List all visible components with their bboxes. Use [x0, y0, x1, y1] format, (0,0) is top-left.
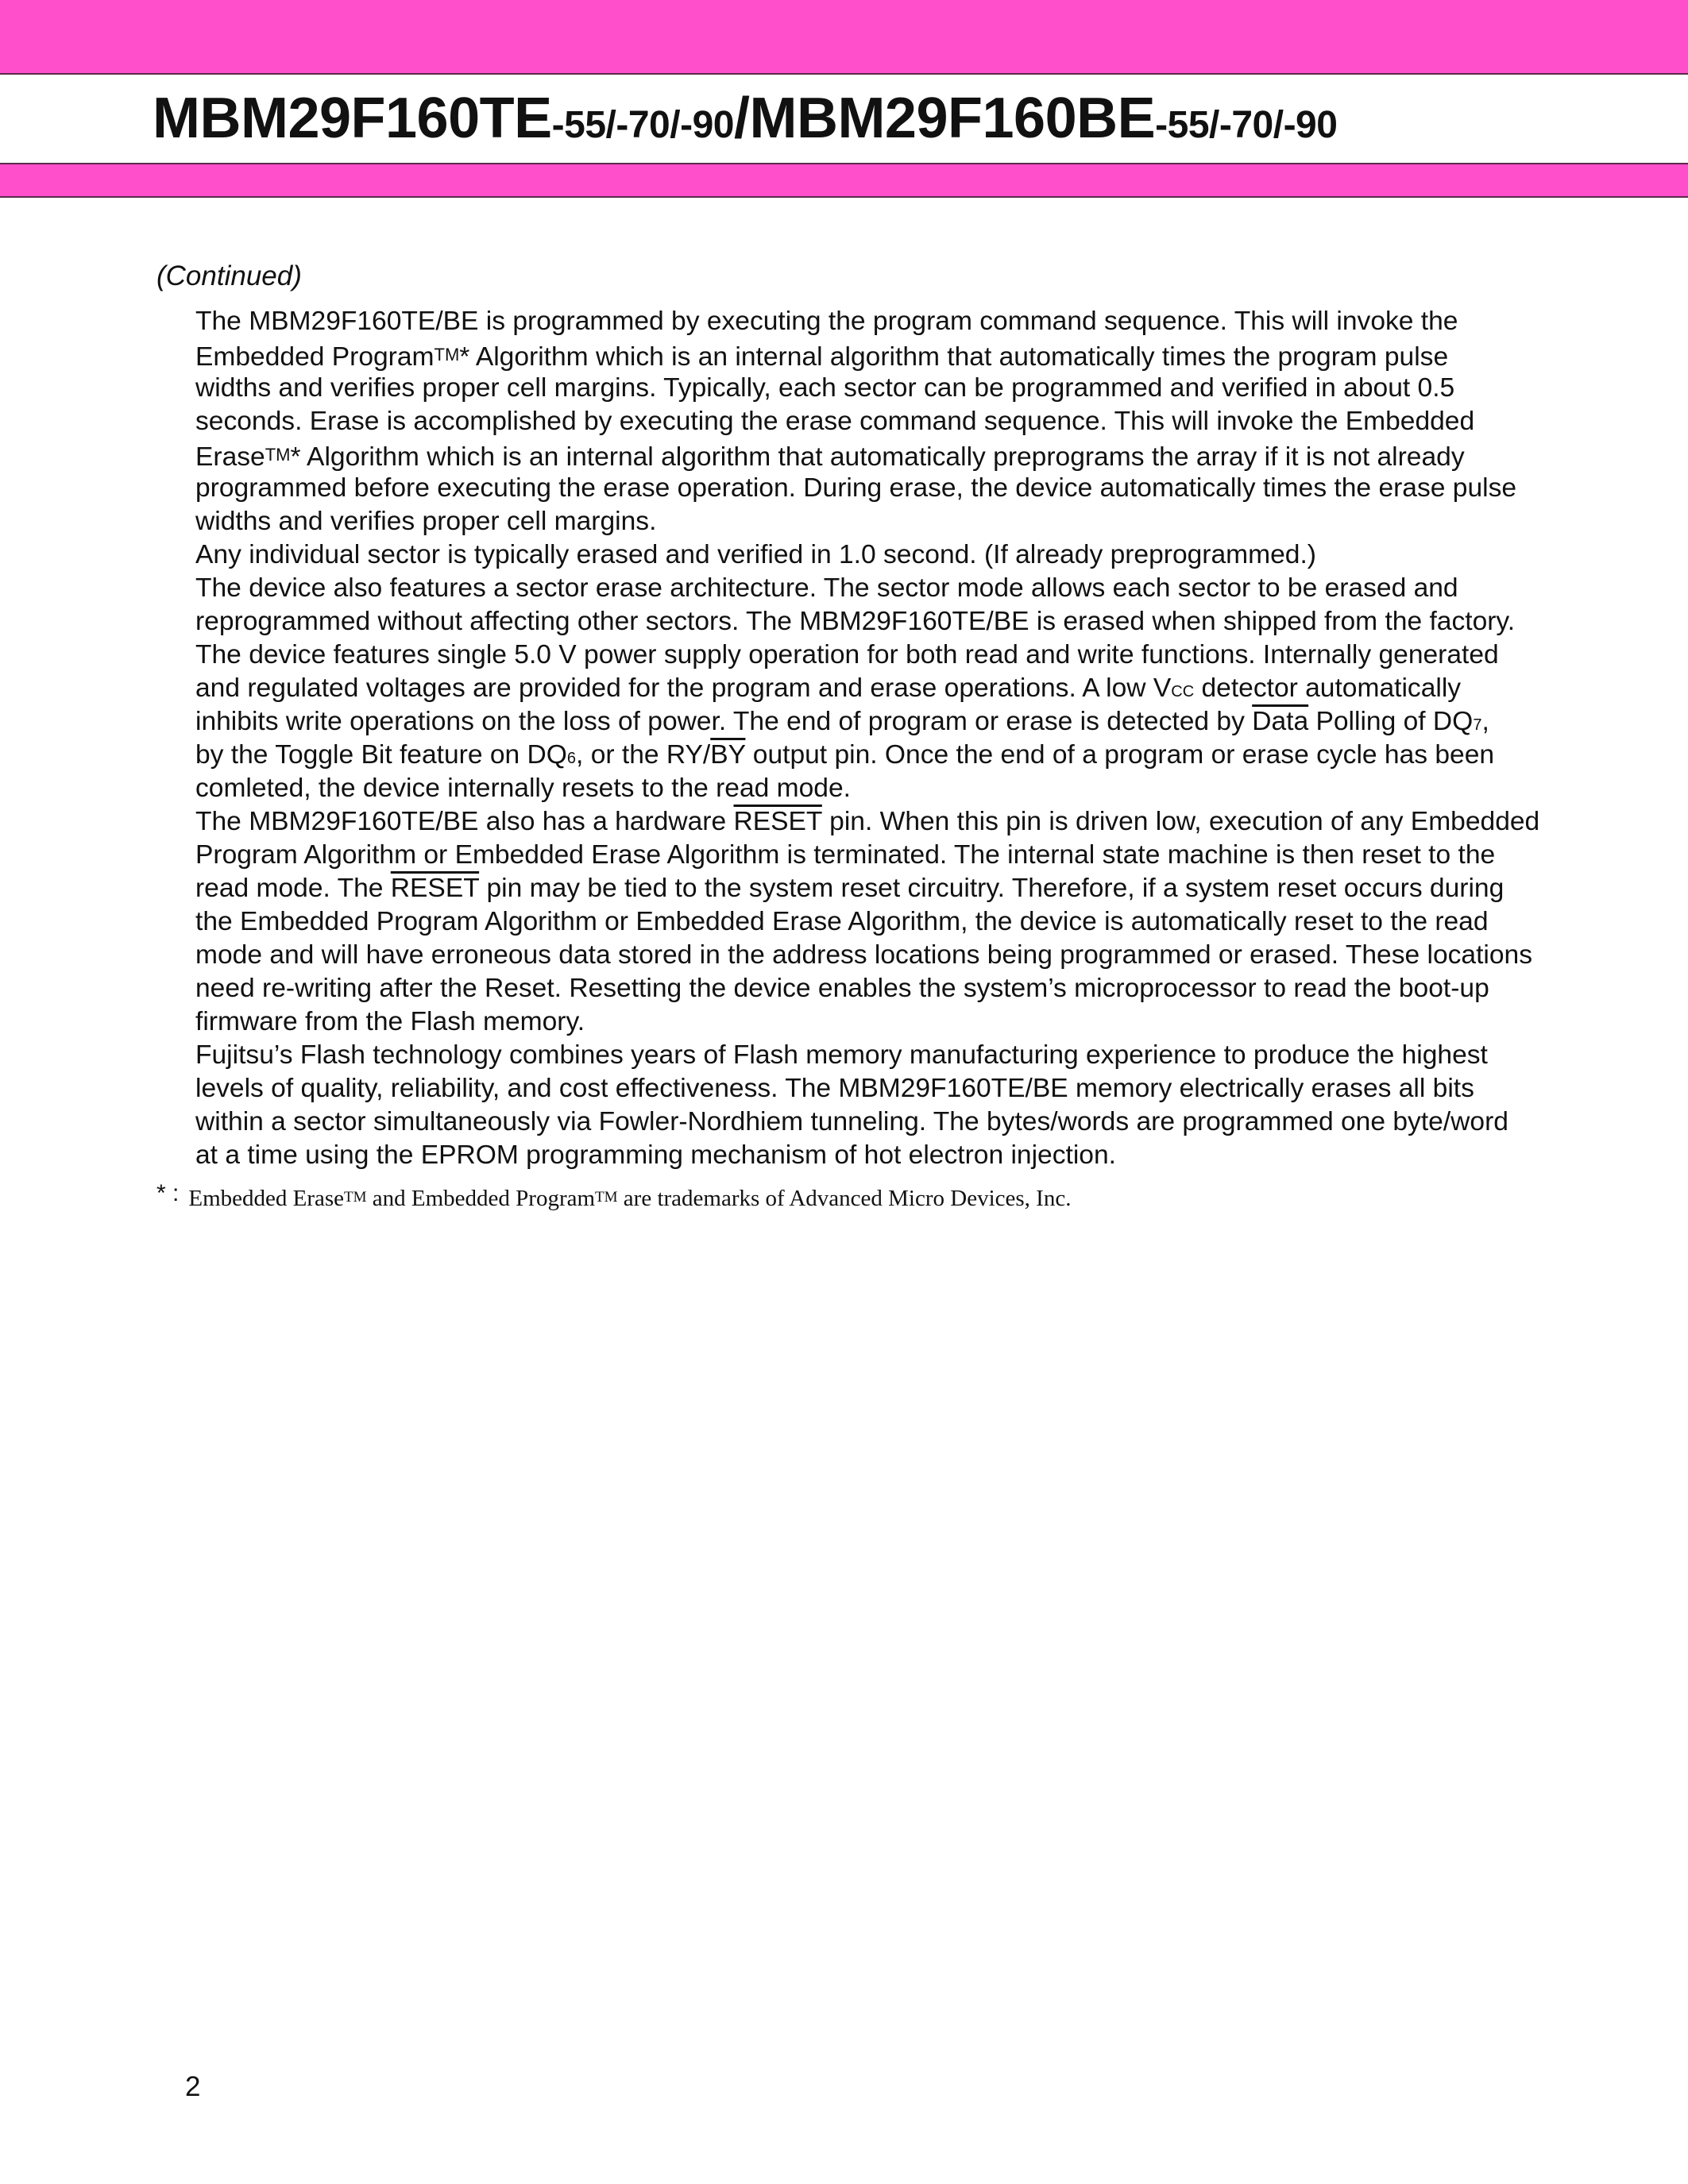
body-line: at a time using the EPROM programming mechanism of hot electron injection.: [195, 1140, 1116, 1170]
body-line: seconds. Erase is accomplished by executing the erase command sequence. This will invoke the Embedded: [195, 407, 1475, 436]
footnote-asterisk: *: [459, 342, 470, 372]
body-line: [195, 705, 1489, 739]
title-part-top: MBM29F160TE: [153, 87, 552, 150]
body-line: comleted, the device internally resets to the read mode.: [195, 774, 851, 803]
body-text: pin. When this pin is driven low, execution of any Embedded: [821, 807, 1540, 836]
body-line: firmware from the Flash memory.: [195, 1007, 585, 1036]
body-text: Polling of DQ: [1308, 707, 1474, 736]
body-line: the Embedded Program Algorithm or Embedded Erase Algorithm, the device is automatically reset to the read: [195, 907, 1489, 936]
body-line: programmed before executing the erase operation. During erase, the device automatically times the erase pulse: [195, 473, 1517, 503]
body-text: Algorithm which is an internal algorithm that automatically preprograms the array if it is not already: [307, 442, 1465, 472]
footnote-asterisk: * :: [156, 1180, 180, 1206]
body-line: Fujitsu’s Flash technology combines years of Flash memory manufacturing experience to produce the highest: [195, 1040, 1488, 1070]
body-text: Embedded Program: [195, 342, 435, 372]
continued-label: (Continued): [156, 260, 302, 291]
footnote-asterisk: *: [290, 442, 301, 472]
body-line: within a sector simultaneously via Fowler-Nordhiem tunneling. The bytes/words are programmed one byte/word: [195, 1107, 1508, 1136]
body-line: [195, 739, 1494, 772]
body-line: [195, 338, 1448, 372]
body-text: detector automatically: [1194, 673, 1462, 703]
page-number: 2: [185, 2071, 201, 2102]
body-line: levels of quality, reliability, and cost effectiveness. The MBM29F160TE/BE memory electrically erases all bits: [195, 1074, 1474, 1103]
body-text: output pin. Once the end of a program or erase cycle has been: [745, 740, 1495, 770]
overlined-signal: Data: [1252, 707, 1309, 736]
footnote-text: Embedded Erase: [188, 1186, 345, 1211]
body-line: The MBM29F160TE/BE is programmed by executing the program command sequence. This will invoke the: [195, 307, 1458, 336]
header-bottom-band: [0, 163, 1688, 198]
subscript: 6: [566, 750, 577, 767]
body-text: ,: [1481, 707, 1489, 736]
body-line: [195, 872, 1504, 905]
title-slash: /: [733, 87, 750, 150]
footnote-text: and Embedded Program: [366, 1186, 596, 1211]
overlined-signal: $\overline{BY}$: [710, 740, 746, 770]
body-line: Program Algorithm or Embedded Erase Algorithm is terminated. The internal state machine is then reset to the: [195, 840, 1496, 870]
body-text: and regulated voltages are provided for the program and erase operations. A low V: [195, 673, 1172, 703]
overlined-signal: RESET: [733, 807, 822, 836]
body-line: The device also features a sector erase architecture. The sector mode allows each sector to be erased and: [195, 573, 1458, 603]
body-text: The MBM29F160TE/BE also has a hardware: [195, 807, 734, 836]
body-text: by the Toggle Bit feature on DQ: [195, 740, 567, 770]
body-text: Algorithm which is an internal algorithm that automatically times the program pulse: [475, 342, 1449, 372]
body-line: [195, 672, 1461, 705]
body-line: The device features single 5.0 V power supply operation for both read and write functions. Internally generated: [195, 640, 1499, 669]
trademark-mark: TM: [344, 1189, 367, 1206]
body-text: pin may be tied to the system reset circuitry. Therefore, if a system reset occurs during: [479, 874, 1505, 903]
body-text: Erase: [195, 442, 265, 472]
body-line: Any individual sector is typically erased and verified in 1.0 second. (If already preprogrammed.): [195, 540, 1316, 569]
title-part-bottom: MBM29F160BE: [749, 87, 1156, 150]
body-text: read mode. The: [195, 874, 391, 903]
page-title: [153, 86, 1337, 151]
body-line: [195, 438, 1465, 472]
body-text: inhibits write operations on the loss of power. The end of program or erase is detected by: [195, 707, 1253, 736]
body-line: widths and verifies proper cell margins.: [195, 507, 657, 536]
body-line: need re-writing after the Reset. Resetting the device enables the system’s microprocessor to read the boot-up: [195, 974, 1489, 1003]
body-line: mode and will have erroneous data stored in the address locations being programmed or erased. These locations: [195, 940, 1533, 970]
header-top-band: [0, 0, 1688, 75]
trademark-footnote: [156, 1180, 1072, 1212]
title-suffix-bottom: -55/-70/-90: [1155, 104, 1338, 146]
title-suffix-top: -55/-70/-90: [551, 104, 734, 146]
subscript: CC: [1171, 683, 1195, 700]
body-line: reprogrammed without affecting other sectors. The MBM29F160TE/BE is erased when shipped from the factory.: [195, 607, 1516, 636]
body-line: widths and verifies proper cell margins. Typically, each sector can be programmed and verified in about 0.5: [195, 373, 1455, 403]
body-line: [195, 805, 1539, 839]
footnote-text: are trademarks of Advanced Micro Devices, Inc.: [617, 1186, 1072, 1211]
trademark-mark: TM: [595, 1189, 618, 1206]
overlined-signal: RESET: [390, 874, 480, 903]
subscript: 7: [1473, 716, 1482, 734]
body-text: , or the RY/: [576, 740, 711, 770]
trademark-mark: TM: [434, 345, 460, 365]
trademark-mark: TM: [265, 445, 291, 465]
